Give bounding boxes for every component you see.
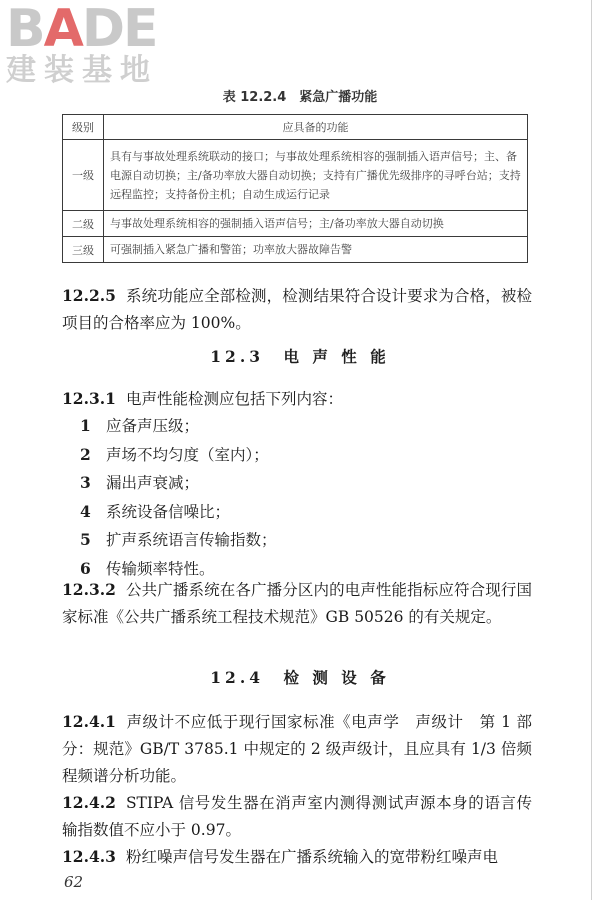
clause-12-2-5 xyxy=(62,282,532,337)
table-header-row xyxy=(63,115,528,140)
list-item: 6 传输频率特性。 xyxy=(80,558,215,578)
function-table xyxy=(62,114,528,263)
clause-text: 粉红噪声信号发生器在广播系统输入的宽带粉红噪声电 xyxy=(125,848,498,866)
logo-brand: BADE xyxy=(6,0,157,59)
clause-text: 系统功能应全部检测，检测结果符合设计要求为合格，被检项目的合格率应为 100%。 xyxy=(62,287,532,332)
list-item: 5 扩声系统语言传输指数； xyxy=(80,530,277,549)
clause-text: 公共广播系统在各广播分区内的电声性能指标应符合现行国家标准《公共广播系统工程技术规范》GB 50526 的有关规定。 xyxy=(62,581,532,626)
table-title: 表 12.2.4 紧急广播功能 xyxy=(222,90,378,105)
list-item: 4 系统设备信噪比； xyxy=(80,501,231,521)
list-item: 3 漏出声衰减； xyxy=(80,473,200,492)
clause-12-3-2 xyxy=(62,576,532,631)
clause-12-4-1 xyxy=(62,708,532,790)
header-level: 级别 xyxy=(63,115,104,140)
item-list xyxy=(80,412,520,583)
clause-number: 12.4.1 xyxy=(62,712,116,731)
clause-12-3-1 xyxy=(62,385,532,413)
clause-number: 12.3.2 xyxy=(62,580,116,599)
clause-text: 电声性能检测应包括下列内容： xyxy=(125,390,343,408)
section-heading-12-4: 12.4 检 测 设 备 xyxy=(210,668,390,687)
clause-text: 声级计不应低于现行国家标准《电声学 声级计 第 1 部分：规范》GB/T 3785.1 中规定的 2 级声级计，且应具有 1/3 倍频程频谱分析功能。 xyxy=(62,713,532,785)
table-row xyxy=(63,211,528,237)
row-level: 三级 xyxy=(63,237,104,263)
clause-12-4-2 xyxy=(62,789,532,844)
clause-text: STIPA 信号发生器在消声室内测得测试声源本身的语言传输指数值不应小于 0.97。 xyxy=(62,794,532,839)
row-function: 与事故处理系统相容的强制插入语声信号；主/备功率放大器自动切换 xyxy=(104,211,528,237)
clause-number: 12.2.5 xyxy=(62,286,116,305)
row-level: 二级 xyxy=(63,211,104,237)
list-item: 2 声场不均匀度（室内）； xyxy=(80,444,269,464)
clause-12-4-3 xyxy=(62,843,532,871)
clause-number: 12.4.3 xyxy=(62,847,116,866)
logo-subtitle: 建装基地 xyxy=(6,53,158,88)
clause-number: 12.4.2 xyxy=(62,793,116,812)
row-level: 一级 xyxy=(63,140,104,211)
watermark-logo xyxy=(6,2,176,88)
table-row xyxy=(63,140,528,211)
section-heading-12-3: 12.3 电 声 性 能 xyxy=(210,347,390,366)
page-number: 62 xyxy=(64,873,84,891)
row-function: 可强制插入紧急广播和警笛；功率放大器故障告警 xyxy=(104,237,528,263)
table-row xyxy=(63,237,528,263)
list-item: 1 应备声压级； xyxy=(80,416,200,435)
header-function: 应具备的功能 xyxy=(104,115,528,140)
row-function: 具有与事故处理系统联动的接口；与事故处理系统相容的强制插入语声信号；主、备电源自动切换；主/备功率放大器自动切换；支持有广播优先级排序的寻呼台站；支持远程监控；支持备份主机；自动生成运行记录 xyxy=(104,140,528,211)
clause-number: 12.3.1 xyxy=(62,389,116,408)
page-edge-divider xyxy=(591,0,592,900)
